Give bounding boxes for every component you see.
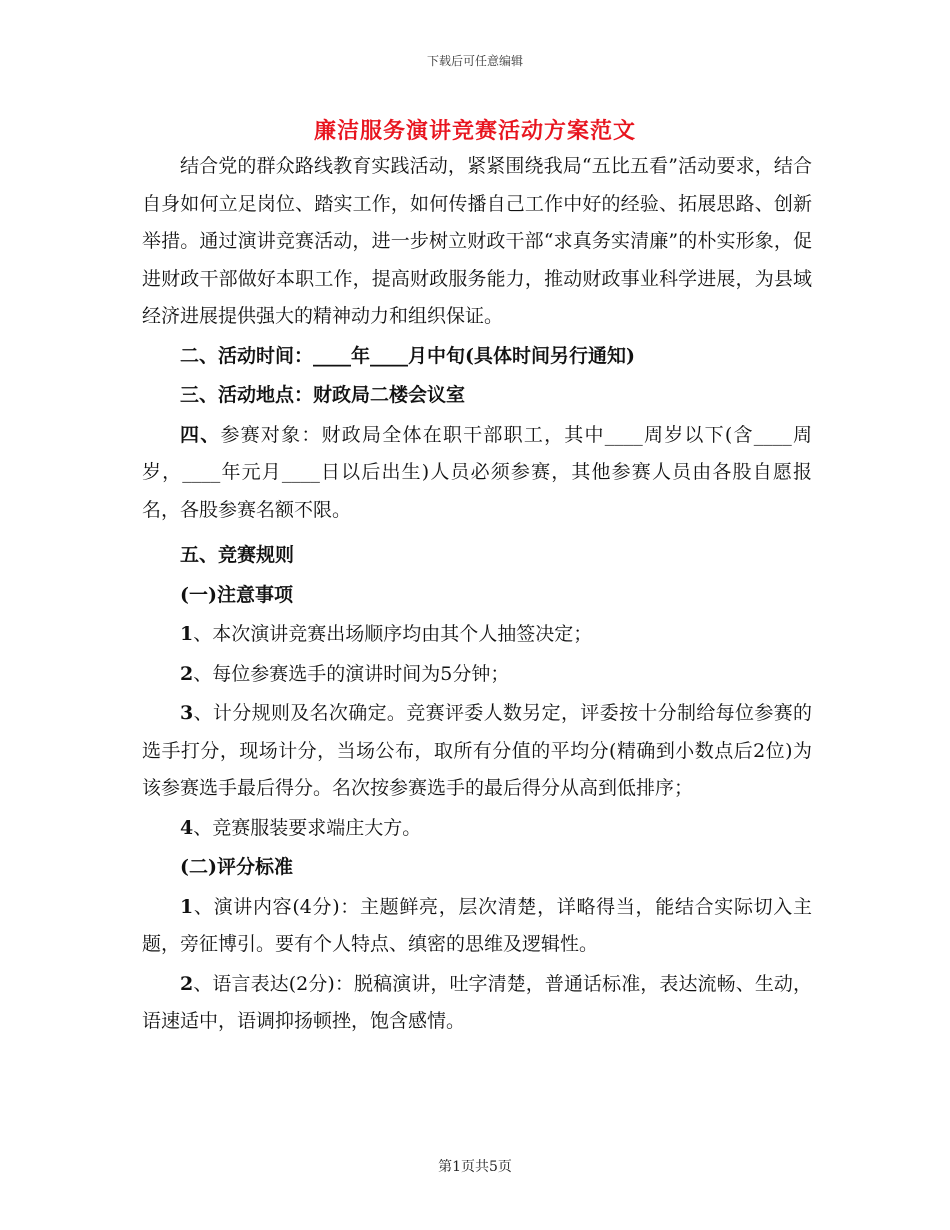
document-title: 廉洁服务演讲竞赛活动方案范文	[313, 118, 636, 144]
section-activity-time: 二、活动时间：____年____月中旬(具体时间另行通知)	[180, 344, 635, 367]
section-participants	[142, 417, 812, 530]
rule-item-3	[142, 695, 812, 808]
rule-item-3-text: 、计分规则及名次确定。竞赛评委人数另定，评委按十分制给每位参赛的选手打分，现场计分，当场公布，取所有分值的平均分(精确到小数点后2位)为该参赛选手最后得分。名次按参赛选手的最后得分从高到低排序；	[142, 702, 812, 799]
subsection-notes-heading: (一)注意事项	[180, 583, 293, 606]
criteria-item-2	[142, 966, 812, 1041]
criteria-item-2-text: 、语言表达(2分)：脱稿演讲，吐字清楚，普通话标准，表达流畅、生动，语速适中，语调抑扬顿挫，饱含感情。	[142, 972, 812, 1032]
document-body	[142, 148, 812, 1041]
rule-item-3-number: 3	[180, 702, 194, 724]
rule-item-2-text: 、每位参赛选手的演讲时间为5分钟；	[193, 662, 510, 685]
section-activity-location: 三、活动地点：财政局二楼会议室	[180, 384, 466, 406]
section-participants-heading: 四、	[180, 423, 221, 446]
section-rules-heading: 五、竞赛规则	[180, 544, 295, 566]
rule-item-4-number: 4	[180, 816, 194, 839]
header-note: 下载后可任意编辑	[426, 54, 523, 68]
section-participants-text: 参赛对象：财政局全体在职干部职工，其中____周岁以下(含____周岁，____年元月____日以后出生)人员必须参赛，其他参赛人员由各股自愿报名，各股参赛名额不限。	[142, 423, 812, 521]
criteria-item-2-number: 2	[180, 972, 194, 995]
rule-item-1-text: 、本次演讲竞赛出场顺序均由其个人抽签决定；	[193, 623, 593, 645]
rule-item-2-number: 2	[180, 662, 194, 685]
criteria-item-1-text: 、演讲内容(4分)：主题鲜亮，层次清楚，详略得当，能结合实际切入主题，旁征博引。要有个人特点、缜密的思维及逻辑性。	[142, 895, 812, 955]
criteria-item-1	[142, 889, 812, 964]
rule-item-4	[142, 810, 812, 848]
rule-item-1	[142, 616, 812, 654]
rule-item-1-number: 1	[180, 623, 194, 645]
rule-item-4-text: 、竞赛服装要求端庄大方。	[193, 816, 422, 839]
intro-paragraph: 结合党的群众路线教育实践活动，紧紧围绕我局“五比五看”活动要求，结合自身如何立足岗位、踏实工作，如何传播自己工作中好的经验、拓展思路、创新举措。通过演讲竞赛活动，进一步树立财政干部“求真务实清廉”的朴实形象，促进财政干部做好本职工作，提高财政服务能力，推动财政事业科学进展，为县域经济进展提供强大的精神动力和组织保证。	[142, 155, 812, 327]
page-number: 第1页共5页	[438, 1159, 512, 1175]
rule-item-2	[142, 656, 812, 694]
subsection-criteria-heading: (二)评分标准	[180, 856, 293, 878]
criteria-item-1-number: 1	[180, 895, 194, 918]
